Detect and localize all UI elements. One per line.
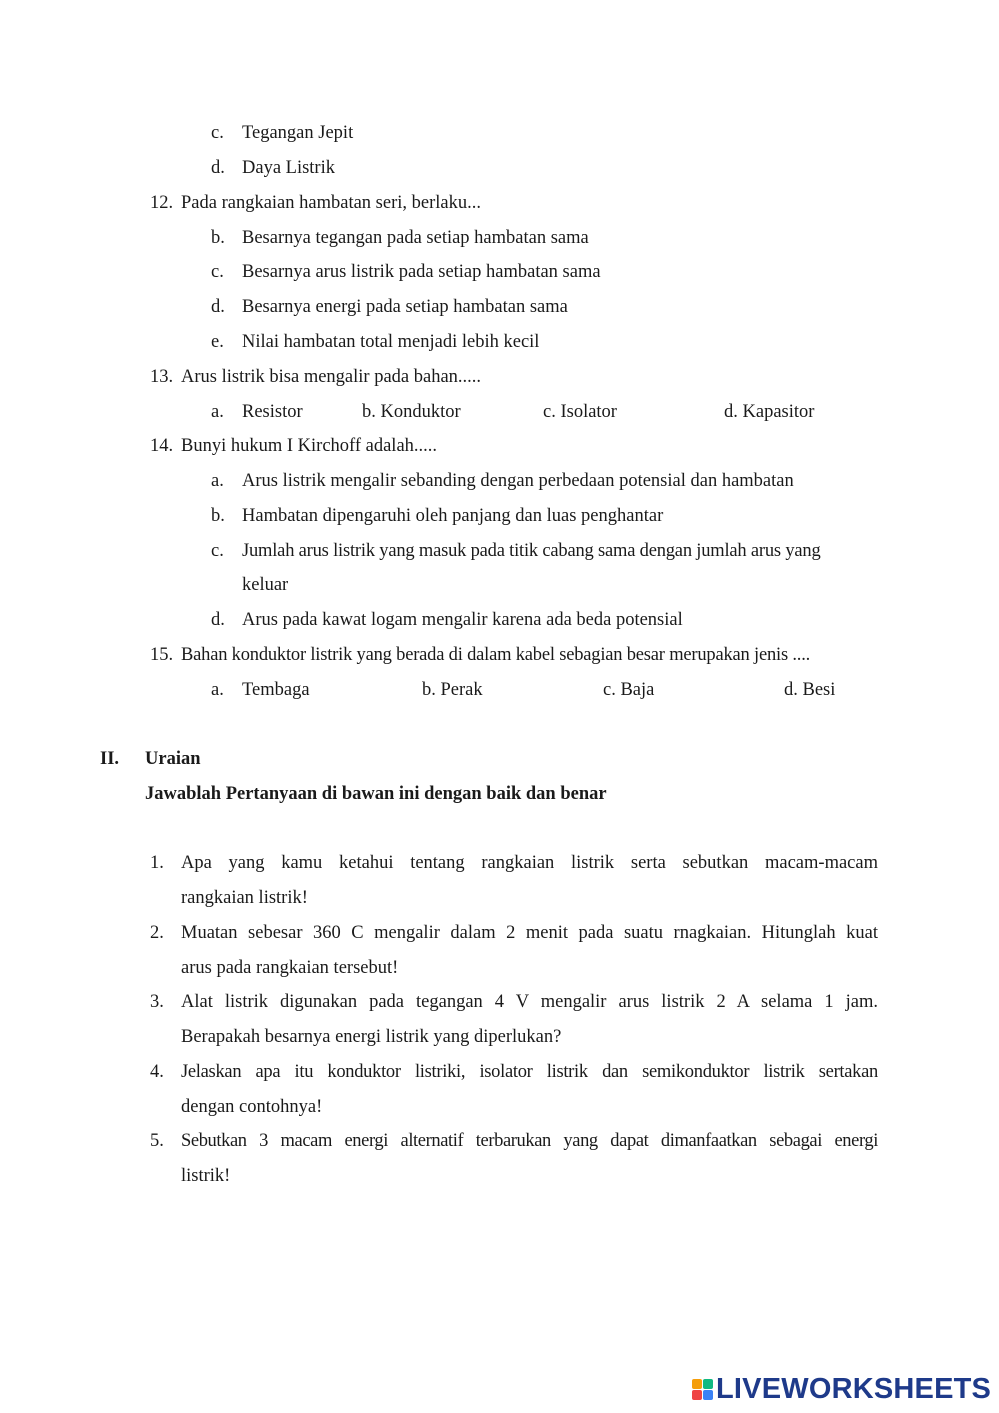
q14-text: Bunyi hukum I Kirchoff adalah..... (181, 436, 438, 456)
essay-item-2-line2: arus pada rangkaian tersebut! (181, 958, 399, 978)
section-title: Uraian (145, 749, 201, 769)
q15-option-a-text: Tembaga (242, 680, 310, 700)
q14-option-c-text-line2: keluar (242, 575, 289, 595)
q15-option-c: c. Baja (603, 680, 655, 700)
q12-option-d-text: Besarnya energi pada setiap hambatan sama (242, 297, 568, 317)
logo-square-tr (703, 1379, 713, 1389)
q15-number: 15. (150, 645, 174, 665)
q12-option-b-label: b. (211, 228, 225, 248)
q14-option-a-label: a. (211, 471, 224, 491)
section-instruction: Jawablah Pertanyaan di bawan ini dengan baik dan benar (145, 784, 607, 804)
liveworksheets-logo (692, 1372, 991, 1406)
q12-option-c-label: c. (211, 262, 224, 282)
q11-option-d-text: Daya Listrik (242, 158, 335, 178)
q14-number: 14. (150, 436, 174, 456)
q12-option-e-label: e. (211, 332, 224, 352)
q12-option-d-label: d. (211, 297, 225, 317)
q13-option-c: c. Isolator (543, 402, 617, 422)
essay-item-2-line1: Muatan sebesar 360 C mengalir dalam 2 menit pada suatu rnagkaian. Hitunglah kuat (181, 923, 878, 943)
q13-option-d: d. Kapasitor (724, 402, 815, 422)
q11-option-c-label: c. (211, 123, 224, 143)
q14-option-d-label: d. (211, 610, 225, 630)
essay-item-4-line2: dengan contohnya! (181, 1097, 323, 1117)
q12-number: 12. (150, 193, 174, 213)
essay-item-3-number: 3. (150, 992, 164, 1012)
essay-item-1-line1: Apa yang kamu ketahui tentang rangkaian listrik serta sebutkan macam-macam (181, 853, 878, 873)
q11-option-c-text: Tegangan Jepit (242, 123, 354, 143)
essay-item-5-number: 5. (150, 1131, 164, 1151)
essay-item-1-number: 1. (150, 853, 164, 873)
q13-text: Arus listrik bisa mengalir pada bahan..... (181, 367, 482, 387)
essay-item-1-line2: rangkaian listrik! (181, 888, 308, 908)
essay-item-2-number: 2. (150, 923, 164, 943)
q12-option-b-text: Besarnya tegangan pada setiap hambatan sama (242, 228, 589, 248)
q15-option-a-label: a. (211, 680, 224, 700)
liveworksheets-logo-icon (692, 1379, 713, 1400)
essay-item-3-line1: Alat listrik digunakan pada tegangan 4 V mengalir arus listrik 2 A selama 1 jam. (181, 992, 878, 1012)
q13-option-a-text: Resistor (242, 402, 303, 422)
q15-text: Bahan konduktor listrik yang berada di dalam kabel sebagian besar merupakan jenis .... (181, 645, 811, 665)
q14-option-a-text: Arus listrik mengalir sebanding dengan perbedaan potensial dan hambatan (242, 471, 794, 491)
q12-text: Pada rangkaian hambatan seri, berlaku... (181, 193, 481, 213)
q15-option-b: b. Perak (422, 680, 483, 700)
q14-option-c-label: c. (211, 541, 224, 561)
q14-option-d-text: Arus pada kawat logam mengalir karena ada beda potensial (242, 610, 683, 630)
logo-square-bl (692, 1390, 702, 1400)
essay-item-5-line2: listrik! (181, 1166, 231, 1186)
logo-square-tl (692, 1379, 702, 1389)
section-number: II. (100, 749, 120, 769)
q14-option-c-text-line1: Jumlah arus listrik yang masuk pada titik cabang sama dengan jumlah arus yang (242, 541, 821, 561)
q13-option-b: b. Konduktor (362, 402, 461, 422)
q12-option-e-text: Nilai hambatan total menjadi lebih kecil (242, 332, 540, 352)
essay-item-3-line2: Berapakah besarnya energi listrik yang diperlukan? (181, 1027, 562, 1047)
q12-option-c-text: Besarnya arus listrik pada setiap hambatan sama (242, 262, 601, 282)
liveworksheets-wordmark: LIVEWORKSHEETS (716, 1372, 992, 1405)
essay-item-4-number: 4. (150, 1062, 164, 1082)
essay-item-5-line1: Sebutkan 3 macam energi alternatif terbarukan yang dapat dimanfaatkan sebagai energi (181, 1131, 878, 1151)
logo-square-br (703, 1390, 713, 1400)
q15-option-d: d. Besi (784, 680, 836, 700)
q11-option-d-label: d. (211, 158, 225, 178)
q13-option-a-label: a. (211, 402, 224, 422)
essay-item-4-line1: Jelaskan apa itu konduktor listriki, isolator listrik dan semikonduktor listrik sertakan (181, 1062, 878, 1082)
q14-option-b-text: Hambatan dipengaruhi oleh panjang dan luas penghantar (242, 506, 664, 526)
q13-number: 13. (150, 367, 174, 387)
q14-option-b-label: b. (211, 506, 225, 526)
